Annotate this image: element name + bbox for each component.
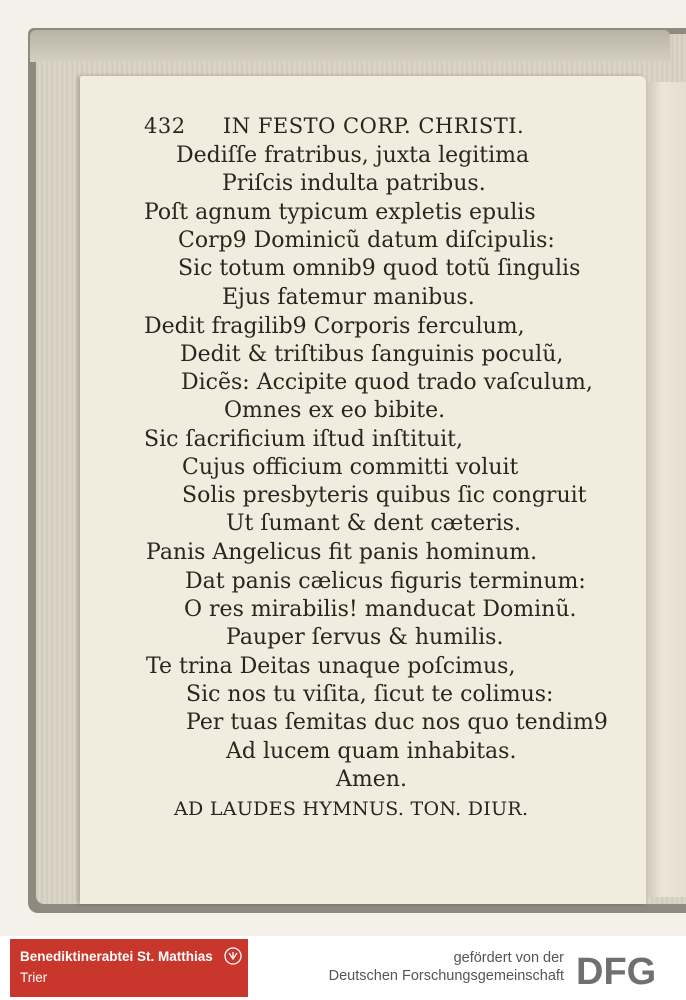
verse-line: Solis presbyteris quibus ſic congruit	[182, 483, 587, 508]
verse-line: Per tuas ſemitas duc nos quo tendim9	[186, 710, 608, 735]
institution-banner[interactable]	[10, 939, 248, 997]
verse-line: Dedit fragilib9 Corporis ferculum,	[144, 314, 525, 339]
verse-line: Ad lucem quam inhabitas.	[226, 739, 517, 764]
verse-line: Cujus officium committi voluit	[182, 455, 519, 480]
verse-line: Poſt agnum typicum expletis epulis	[144, 200, 536, 225]
page-header	[144, 114, 614, 144]
institution-city: Trier	[20, 970, 48, 985]
abbey-logo-icon	[224, 947, 242, 965]
dfg-logo-icon	[574, 948, 670, 988]
verse-line: Corp9 Dominicũ datum diſcipulis:	[178, 228, 555, 253]
verse-line: Sic ſacrificium iſtud inſtituit,	[144, 427, 463, 452]
funding-line-2: Deutschen Forschungsgemeinschaft	[328, 968, 564, 984]
verse-line: Sic totum omnib9 quod totũ ſingulis	[178, 256, 581, 281]
cover-top-edge	[30, 30, 670, 62]
page-number: 432	[144, 114, 186, 138]
verse-line: Dicẽs: Accipite quod trado vaſculum,	[181, 370, 593, 395]
facing-page-edge	[646, 82, 686, 897]
verse-line: Sic nos tu viſita, ſicut te colimus:	[186, 682, 554, 707]
verse-line: Dedit & triſtibus ſanguinis poculũ,	[180, 342, 564, 367]
verse-line: Te trina Deitas unaque poſcimus,	[146, 654, 516, 679]
verse-line: O res mirabilis! manducat Dominũ.	[184, 597, 577, 622]
running-title: IN FESTO CORP. CHRISTI.	[223, 114, 525, 138]
funding-line-1: gefördert von der	[453, 950, 564, 966]
verse-line: Pauper ſervus & humilis.	[226, 625, 504, 650]
verse-line: Omnes ex eo bibite.	[224, 398, 446, 423]
verse-line: Dat panis cælicus figuris terminum:	[185, 569, 586, 594]
verse-line: Panis Angelicus fit panis hominum.	[146, 540, 538, 565]
verse-line: Ejus fatemur manibus.	[222, 285, 475, 310]
institution-name: Benediktinerabtei St. Matthias	[20, 949, 213, 964]
section-heading: AD LAUDES HYMNUS. TON. DIUR.	[174, 798, 529, 820]
dfg-logo-text: DFG	[576, 951, 657, 988]
verse-line: Priſcis indulta patribus.	[222, 171, 486, 196]
funding-credit[interactable]	[330, 948, 670, 992]
verse-line: Ut ſumant & dent cæteris.	[226, 511, 522, 536]
closing-amen: Amen.	[336, 767, 407, 792]
verse-line: Dediſſe fratribus, juxta legitima	[176, 143, 530, 168]
